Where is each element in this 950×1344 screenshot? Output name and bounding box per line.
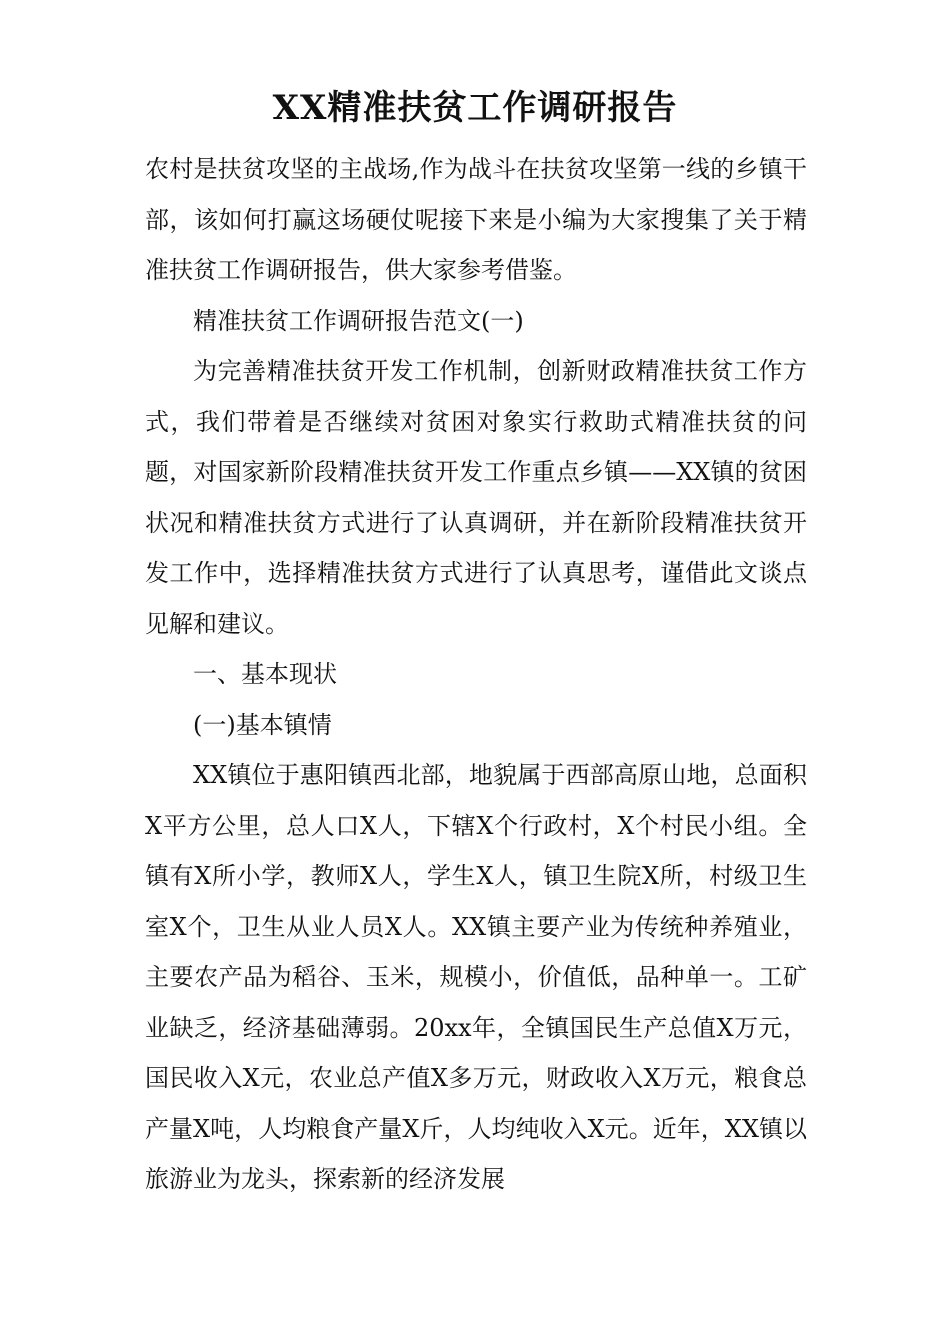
paragraph-heading-basic-status: 一、基本现状 (193, 660, 337, 688)
paragraph-intro: 农村是扶贫攻坚的主战场,作为战斗在扶贫攻坚第一线的乡镇干部，该如何打赢这场硬仗呢接下来是小编为大家搜集了关于精准扶贫工作调研报告，供大家参考借鉴。 (145, 155, 807, 284)
paragraph-section-heading: 精准扶贫工作调研报告范文(一) (193, 306, 524, 335)
document-title: XX精准扶贫工作调研报告 (272, 88, 678, 128)
paragraph-purpose: 为完善精准扶贫开发工作机制，创新财政精准扶贫工作方式，我们带着是否继续对贫困对象实行救助式精准扶贫的问题，对国家新阶段精准扶贫开发工作重点乡镇——XX镇的贫困状况和精准扶贫方式进行了认真调研，并在新阶段精准扶贫开发工作中，选择精准扶贫方式进行了认真思考，谨借此文谈点见解和建议。 (145, 357, 807, 638)
paragraph-heading-town-overview: (一)基本镇情 (193, 710, 332, 739)
paragraph-town-details: XX镇位于惠阳镇西北部，地貌属于西部高原山地，总面积X平方公里，总人口X人，下辖X个行政村，X个村民小组。全镇有X所小学，教师X人，学生X人，镇卫生院X所，村级卫生室X个，卫生从业人员X人。XX镇主要产业为传统种养殖业，主要农产品为稻谷、玉米，规模小，价值低，品种单一。工矿业缺乏，经济基础薄弱。20xx年，全镇国民生产总值X万元，国民收入X元，农业总产值X多万元，财政收入X万元，粮食总产量X吨，人均粮食产量X斤，人均纯收入X元。近年，XX镇以旅游业为龙头，探索新的经济发展 (145, 761, 807, 1193)
document-body (145, 144, 807, 1205)
